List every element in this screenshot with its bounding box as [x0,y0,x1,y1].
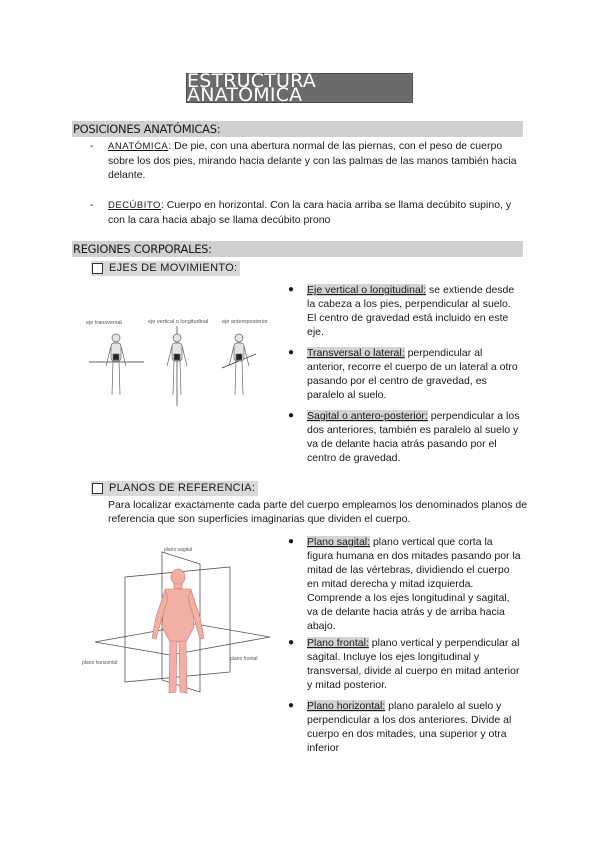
checkbox-icon [92,483,103,494]
figure-vertical [167,326,187,406]
planos-paragraph: Para localizar exactamente cada parte del cuerpo empleamos los denominados planos de referencia que son superficies imaginarias que dividen el cuerpo. [108,499,528,525]
term: Plano frontal: [307,637,369,649]
list-item-anatomica [90,139,525,183]
dash-marker: - [90,140,94,152]
list-item-decubito [90,198,525,228]
term: Eje vertical o longitudinal: [307,284,427,296]
label-eje-transversal: eje transversal [86,320,122,326]
bullet-description: plano vertical y perpendicular al sagital. Incluye los ejes longitudinal y transversal, divide al cuerpo en mitad anterior y mitad posterior. [307,637,520,691]
bullet-plano-frontal [288,636,523,692]
subheading-planos [91,481,258,496]
item-description: : Cuerpo en horizontal. Con la cara hacia arriba se llama decúbito supino, y con la cara hacia abajo se llama decúbito prono [108,199,512,226]
bullet-description: plano paralelo al suelo y perpendicular a los dos anteriores. Divide al cuerpo en dos mitades, una superior y otra inferior [307,700,512,754]
human-body [152,569,204,693]
term: Sagital o antero-posterior: [307,410,428,422]
label-plano-sagital: plano sagital [164,547,193,553]
bullet-description: perpendicular al anterior, recorre el cuerpo de un lateral a otro pasando por el centro de gravedad, es paralelo al suelo. [307,347,518,401]
subheading-label: EJES DE MOVIMIENTO: [109,262,238,274]
axes-figure [84,310,274,410]
figure-transversal [89,334,144,395]
bullet-description: perpendicular a los dos anteriores, también es paralelo al suelo y va de delante hacia atrás pasando por el centro de gravedad. [307,410,520,464]
bullet-icon: ● [288,637,295,648]
section-heading-posiciones: POSICIONES ANATÓMICAS: [72,121,523,137]
label-eje-vertical: eje vertical o longitudinal [148,319,209,325]
bullet-eje-sagital [288,409,523,465]
term: Plano horizontal: [307,700,386,712]
bullet-description: plano vertical que corta la figura humana en dos mitades pasando por la mitad de las vértebras, dividiendo el cuerpo en mitad derecha y mitad izquierda. Comprende a los ejes longitudinal y sagital, va de delante hacia atrás y de arriba hacia abajo. [307,536,521,632]
bullet-plano-sagital [288,535,523,635]
term-anatomica: ANATÓMICA [108,141,169,152]
subheading-label: PLANOS DE REFERENCIA: [109,482,256,494]
bullet-icon: ● [288,284,295,295]
label-plano-horizontal: plano horizontal [82,660,118,666]
bullet-icon: ● [288,536,295,547]
label-plano-frontal: plano frontal [230,656,258,662]
bullet-icon: ● [288,410,295,421]
planes-figure [80,542,280,702]
bullet-eje-transversal [288,346,523,402]
figure-anteroposterior [222,334,256,395]
item-description: : De pie, con una abertura normal de las piernas, con el peso de cuerpo sobre los dos pies, mirando hacia delante y con las palmas de las manos también hacia delante. [108,140,517,181]
page-title: ESTRUCTURA ANATÓMICA [186,73,413,103]
subheading-ejes [91,261,240,276]
term: Transversal o lateral: [307,347,405,359]
bullet-plano-horizontal [288,699,523,755]
item-text [108,198,523,227]
bullet-eje-vertical [288,283,523,339]
dash-marker: - [90,199,94,211]
item-text [108,139,523,182]
bullet-description: se extiende desde la cabeza a los pies, perpendicular al suelo. El centro de gravedad está incluido en este eje. [307,284,515,338]
bullet-icon: ● [288,347,295,358]
section-heading-regiones: REGIONES CORPORALES: [72,241,523,257]
term-decubito: DECÚBITO [108,200,161,211]
bullet-icon: ● [288,700,295,711]
term: Plano sagital: [307,536,371,548]
label-eje-anteroposterior: eje anteroposterior [222,319,268,325]
checkbox-icon [92,263,103,274]
